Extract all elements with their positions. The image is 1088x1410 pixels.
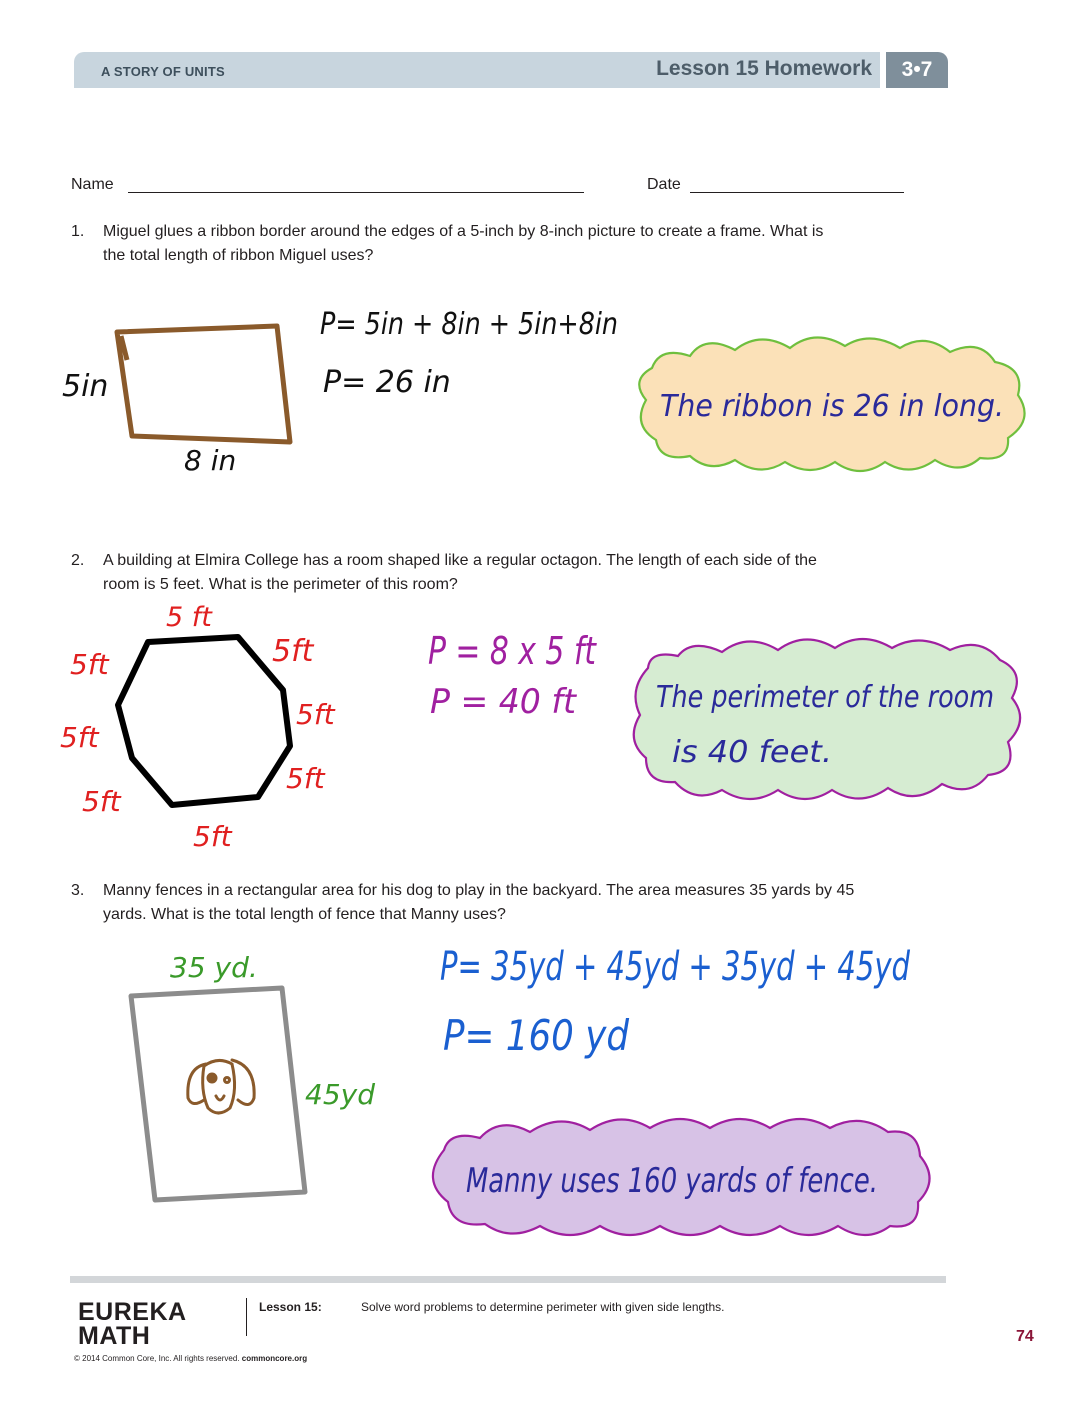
octagon-side-label: 5ft bbox=[193, 820, 232, 853]
date-label: Date bbox=[647, 176, 681, 193]
problem-2-text-line: room is 5 feet. What is the perimeter of this room? bbox=[103, 576, 458, 593]
octagon-side-label: 5 ft bbox=[166, 602, 212, 633]
problem-1-work-line1: P= 5in + 8in + 5in+8in bbox=[320, 307, 618, 342]
answer-cloud-2 bbox=[634, 639, 1020, 799]
problem-3-work-line2: P= 160 yd bbox=[443, 1011, 630, 1060]
octagon-side-label: 5ft bbox=[70, 648, 109, 681]
problem-3-number: 3. bbox=[71, 882, 85, 899]
grade-module-badge: 3•7 bbox=[886, 52, 948, 88]
page-number: 74 bbox=[1016, 1328, 1034, 1345]
yard-rectangle bbox=[131, 988, 305, 1200]
octagon-side-label: 5ft bbox=[286, 762, 325, 795]
problem-2-text-line: A building at Elmira College has a room shaped like a regular octagon. The length of each side of the bbox=[103, 552, 817, 569]
frame-side-label-bottom: 8 in bbox=[184, 444, 237, 477]
problem-1-number: 1. bbox=[71, 223, 85, 240]
problem-2-answer-line1: The perimeter of the room bbox=[656, 680, 994, 715]
yard-side-label-right: 45yd bbox=[305, 1078, 375, 1111]
footer-divider bbox=[246, 1298, 247, 1336]
footer-lesson-label: Lesson 15: bbox=[259, 1300, 322, 1314]
problem-1-text-line: Miguel glues a ribbon border around the edges of a 5-inch by 8-inch picture to create a frame. What is bbox=[103, 223, 824, 240]
problem-1-answer: The ribbon is 26 in long. bbox=[660, 389, 1004, 424]
problem-3-answer: Manny uses 160 yards of fence. bbox=[466, 1161, 878, 1201]
problem-3-text-line: yards. What is the total length of fence that Manny uses? bbox=[103, 906, 506, 923]
series-label: A STORY OF UNITS bbox=[101, 64, 225, 79]
copyright-site: commoncore.org bbox=[241, 1354, 308, 1363]
problem-2-number: 2. bbox=[71, 552, 85, 569]
problem-3-text-line: Manny fences in a rectangular area for his dog to play in the backyard. The area measures 35 yards by 45 bbox=[103, 882, 855, 899]
octagon-side-label: 5ft bbox=[272, 634, 314, 669]
frame-side-label-left: 5in bbox=[62, 369, 109, 404]
problem-3-work-line1: P= 35yd + 45yd + 35yd + 45yd bbox=[440, 944, 911, 990]
copyright-notice bbox=[74, 1354, 307, 1363]
octagon-side-label: 5ft bbox=[60, 721, 99, 754]
problem-2-answer-line2: is 40 feet. bbox=[672, 735, 832, 770]
yard-side-label-top: 35 yd. bbox=[170, 951, 258, 984]
octagon-side-label: 5ft bbox=[82, 785, 121, 818]
octagon-side-label: 5ft bbox=[296, 698, 335, 731]
octagon-room bbox=[118, 637, 290, 805]
problem-2-work-line1: P = 8 x 5 ft bbox=[428, 629, 598, 673]
problem-1-text-line: the total length of ribbon Miguel uses? bbox=[103, 247, 374, 264]
copyright-text: © 2014 Common Core, Inc. All rights reserved. bbox=[74, 1354, 240, 1363]
picture-frame-rectangle bbox=[117, 326, 290, 442]
lesson-title: Lesson 15 Homework bbox=[656, 57, 872, 80]
problem-1-work-line2: P= 26 in bbox=[323, 365, 451, 400]
eureka-math-logo-line2: MATH bbox=[78, 1322, 151, 1350]
footer-lesson-description: Solve word problems to determine perimeter with given side lengths. bbox=[361, 1300, 725, 1314]
eureka-math-logo-line1: EUREKA bbox=[78, 1298, 187, 1326]
dog-icon bbox=[188, 1060, 254, 1113]
footer-rule bbox=[70, 1276, 946, 1283]
problem-2-work-line2: P = 40 ft bbox=[430, 682, 578, 722]
name-label: Name bbox=[71, 176, 114, 193]
